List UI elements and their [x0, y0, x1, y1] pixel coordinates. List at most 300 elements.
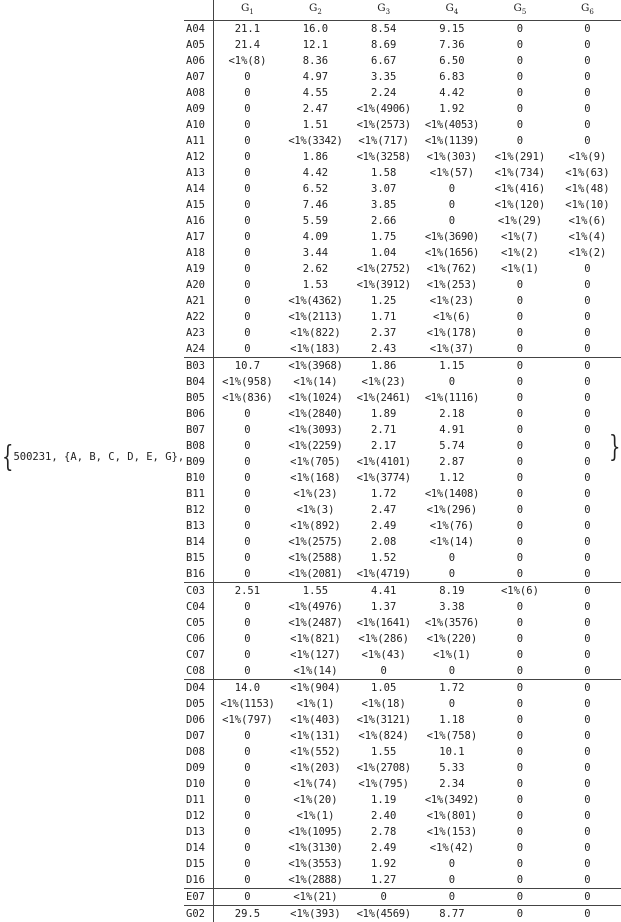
- table-cell: <1%(3968): [281, 358, 349, 375]
- table-cell: 0: [516, 714, 524, 727]
- table-cell: <1%(822): [290, 327, 341, 340]
- table-cell: 0: [516, 311, 524, 324]
- table-cell: <1%(296): [426, 504, 478, 517]
- table-cell: 0: [244, 858, 251, 871]
- table-cell: <1%(6): [568, 215, 607, 228]
- table-cell: <1%(904): [281, 680, 349, 697]
- table-cell: <1%(6): [486, 583, 554, 600]
- table-cell: 0: [244, 778, 251, 791]
- table-cell: 0: [244, 601, 251, 614]
- table-cell: <1%(74): [293, 778, 338, 791]
- table-cell: 0: [554, 583, 621, 600]
- row-label: B11: [184, 486, 213, 502]
- table-cell: 2.49: [371, 842, 397, 855]
- table-row: [184, 712, 621, 728]
- table-cell: 1.53: [302, 279, 329, 292]
- table-row: [184, 518, 621, 534]
- table-cell: <1%(2840): [288, 408, 343, 421]
- table-cell: 0: [244, 440, 251, 453]
- table-cell: 0: [516, 472, 524, 485]
- table-cell: <1%(4053): [424, 119, 480, 132]
- table-cell: 2.17: [371, 440, 397, 453]
- row-label: D08: [184, 744, 213, 760]
- table-cell: 0: [516, 456, 524, 469]
- table-cell: <1%(3342): [288, 135, 343, 148]
- table-cell: <1%(4101): [356, 456, 411, 469]
- row-label: C03: [184, 583, 213, 600]
- grid-body: [184, 21, 621, 922]
- table-cell: 3.44: [302, 247, 329, 260]
- table-cell: 4.42: [302, 167, 329, 180]
- table-cell: 0: [516, 119, 524, 132]
- row-label: C04: [184, 599, 213, 615]
- table-cell: 5.74: [439, 440, 465, 453]
- table-cell: 3.07: [371, 183, 397, 196]
- table-cell: <1%(7): [500, 231, 539, 244]
- table-cell: 0: [244, 327, 251, 340]
- table-cell: 0: [554, 358, 621, 375]
- table-cell: 6.52: [302, 183, 329, 196]
- table-row: [184, 470, 621, 486]
- table-cell: <1%(220): [426, 633, 478, 646]
- row-label: C06: [184, 631, 213, 647]
- table-cell: 0: [584, 649, 591, 662]
- table-cell: 0: [554, 906, 621, 922]
- table-cell: 2.34: [439, 778, 465, 791]
- table-cell: 3.35: [371, 71, 397, 84]
- header-corner: [184, 0, 213, 21]
- table-cell: 2.08: [371, 536, 397, 549]
- table-cell: 0: [584, 311, 591, 324]
- row-label: A22: [184, 309, 213, 325]
- table-row: [184, 776, 621, 792]
- table-cell: 0: [516, 746, 524, 759]
- table-row: [184, 872, 621, 889]
- table-cell: <1%(2752): [356, 263, 411, 276]
- table-cell: <1%(3258): [356, 151, 411, 164]
- table-cell: 0: [584, 842, 591, 855]
- table-cell: 0: [516, 568, 524, 581]
- table-cell: 1.27: [371, 874, 397, 887]
- table-row: [184, 696, 621, 712]
- open-brace: {: [2, 440, 14, 475]
- table-cell: 2.87: [439, 456, 465, 469]
- table-cell: 1.05: [350, 680, 418, 697]
- table-cell: 0: [584, 23, 591, 36]
- table-cell: 0: [244, 183, 251, 196]
- table-cell: 0: [584, 826, 591, 839]
- row-label: D05: [184, 696, 213, 712]
- table-cell: 21.4: [234, 39, 261, 52]
- table-row: [184, 197, 621, 213]
- table-cell: 0: [244, 279, 251, 292]
- table-cell: 0: [244, 215, 251, 228]
- table-cell: <1%(552): [290, 746, 341, 759]
- table-cell: 0: [350, 889, 418, 906]
- table-cell: 2.78: [371, 826, 397, 839]
- table-cell: 5.33: [439, 762, 465, 775]
- row-label: B04: [184, 374, 213, 390]
- table-cell: 0: [516, 762, 524, 775]
- table-cell: 10.7: [213, 358, 281, 375]
- table-cell: <1%(3121): [356, 714, 411, 727]
- table-cell: 0: [584, 617, 591, 630]
- row-label: E07: [184, 889, 213, 906]
- table-cell: 0: [213, 889, 281, 906]
- row-label: A18: [184, 245, 213, 261]
- table-cell: 1.72: [371, 488, 397, 501]
- table-row: [184, 840, 621, 856]
- table-row: [184, 181, 621, 197]
- row-label: A12: [184, 149, 213, 165]
- table-cell: 2.51: [213, 583, 281, 600]
- table-cell: 0: [516, 730, 524, 743]
- table-cell: 4.91: [439, 424, 465, 437]
- table-cell: <1%(18): [361, 698, 406, 711]
- row-label: C05: [184, 615, 213, 631]
- table-cell: 0: [584, 730, 591, 743]
- table-cell: 0: [486, 680, 554, 697]
- table-row: [184, 422, 621, 438]
- table-cell: <1%(3): [296, 504, 335, 517]
- table-cell: <1%(801): [426, 810, 478, 823]
- table-cell: 0: [486, 906, 554, 922]
- table-cell: 0: [516, 343, 524, 356]
- table-cell: 0: [516, 794, 524, 807]
- row-label: G02: [184, 906, 213, 922]
- table-cell: 0: [516, 858, 524, 871]
- row-label: D10: [184, 776, 213, 792]
- table-cell: 0: [584, 874, 591, 887]
- table-cell: 0: [516, 698, 524, 711]
- table-cell: 0: [244, 311, 251, 324]
- row-label: B07: [184, 422, 213, 438]
- table-cell: <1%(131): [290, 730, 341, 743]
- row-label: D09: [184, 760, 213, 776]
- table-cell: 0: [244, 520, 251, 533]
- table-cell: <1%(4): [568, 231, 607, 244]
- table-cell: 0: [516, 810, 524, 823]
- table-cell: <1%(1656): [424, 247, 480, 260]
- table-cell: <1%(127): [290, 649, 341, 662]
- table-cell: <1%(303): [426, 151, 478, 164]
- table-row: [184, 824, 621, 840]
- row-label: D14: [184, 840, 213, 856]
- table-cell: <1%(2): [568, 247, 607, 260]
- table-cell: 0: [584, 665, 591, 678]
- table-cell: 0: [244, 408, 251, 421]
- table-cell: 0: [516, 488, 524, 501]
- table-cell: <1%(76): [429, 520, 475, 533]
- table-cell: 8.77: [418, 906, 486, 922]
- table-cell: <1%(762): [426, 263, 478, 276]
- row-label: B03: [184, 358, 213, 375]
- table-cell: 0: [418, 889, 486, 906]
- table-row: [184, 792, 621, 808]
- table-cell: 1.58: [371, 167, 397, 180]
- row-label: B05: [184, 390, 213, 406]
- table-cell: 0: [584, 263, 591, 276]
- table-cell: 0: [486, 889, 554, 906]
- table-cell: 0: [584, 778, 591, 791]
- table-cell: 0: [244, 199, 251, 212]
- table-cell: 0: [244, 247, 251, 260]
- table-cell: 0: [244, 810, 251, 823]
- table-cell: 0: [244, 472, 251, 485]
- table-cell: 0: [244, 826, 251, 839]
- table-cell: 0: [584, 103, 591, 116]
- table-row: [184, 261, 621, 277]
- table-cell: 2.40: [371, 810, 397, 823]
- table-cell: 0: [244, 568, 251, 581]
- table-row: [184, 21, 621, 38]
- table-cell: 0: [448, 858, 456, 871]
- table-cell: <1%(253): [426, 279, 478, 292]
- table-cell: 0: [244, 71, 251, 84]
- table-cell: 0: [244, 488, 251, 501]
- table-cell: 1.89: [371, 408, 397, 421]
- table-cell: 0: [584, 536, 591, 549]
- table-row: [184, 760, 621, 776]
- row-label: B08: [184, 438, 213, 454]
- column-header: $G_1$: [213, 0, 281, 21]
- table-cell: 0: [516, 440, 524, 453]
- table-cell: 0: [516, 601, 524, 614]
- table-cell: <1%(836): [222, 392, 273, 405]
- table-cell: 0: [584, 376, 591, 389]
- table-cell: 16.0: [302, 23, 329, 36]
- table-cell: <1%(8): [228, 55, 267, 68]
- table-cell: 5.59: [302, 215, 329, 228]
- row-label: A06: [184, 53, 213, 69]
- table-cell: 4.41: [350, 583, 418, 600]
- table-cell: 0: [448, 874, 456, 887]
- table-cell: 1.86: [302, 151, 329, 164]
- table-cell: 0: [448, 215, 456, 228]
- table-cell: <1%(734): [494, 167, 546, 180]
- table-cell: 0: [584, 601, 591, 614]
- table-row: [184, 502, 621, 518]
- table-cell: <1%(758): [426, 730, 478, 743]
- table-cell: 0: [448, 665, 456, 678]
- table-cell: <1%(4569): [350, 906, 418, 922]
- row-label: A10: [184, 117, 213, 133]
- table-cell: 0: [584, 456, 591, 469]
- table-cell: <1%(705): [290, 456, 341, 469]
- table-cell: 21.1: [234, 23, 261, 36]
- row-label: D13: [184, 824, 213, 840]
- table-row: [184, 647, 621, 663]
- table-cell: 0: [244, 633, 251, 646]
- table-cell: <1%(3912): [356, 279, 411, 292]
- table-cell: 0: [516, 408, 524, 421]
- table-cell: <1%(10): [565, 199, 610, 212]
- row-label: D07: [184, 728, 213, 744]
- table-cell: 1.25: [371, 295, 397, 308]
- table-cell: 2.62: [302, 263, 329, 276]
- row-label: A11: [184, 133, 213, 149]
- table-cell: 0: [448, 376, 456, 389]
- table-cell: 0: [516, 71, 524, 84]
- table-cell: 1.55: [281, 583, 349, 600]
- table-cell: 2.71: [371, 424, 397, 437]
- table-cell: 0: [516, 39, 524, 52]
- table-cell: <1%(37): [429, 343, 475, 356]
- table-cell: 1.04: [371, 247, 397, 260]
- column-header: $G_4$: [418, 0, 486, 21]
- table-row: [184, 85, 621, 101]
- row-label: B09: [184, 454, 213, 470]
- table-cell: 0: [584, 327, 591, 340]
- table-cell: 1.19: [371, 794, 397, 807]
- table-row: [184, 438, 621, 454]
- table-row: [184, 599, 621, 615]
- table-cell: 0: [516, 55, 524, 68]
- table-cell: 0: [584, 633, 591, 646]
- table-cell: <1%(9): [568, 151, 607, 164]
- table-row: [184, 69, 621, 85]
- table-cell: 0: [584, 810, 591, 823]
- table-row: [184, 534, 621, 550]
- table-row: [184, 856, 621, 872]
- table-cell: 0: [244, 762, 251, 775]
- table-cell: <1%(23): [293, 488, 338, 501]
- table-row: [184, 165, 621, 181]
- row-label: A14: [184, 181, 213, 197]
- table-cell: 0: [584, 392, 591, 405]
- table-cell: 0: [244, 649, 251, 662]
- table-cell: 0: [584, 794, 591, 807]
- table-cell: 0: [244, 167, 251, 180]
- table-cell: 1.75: [371, 231, 397, 244]
- row-label: A24: [184, 341, 213, 358]
- table-cell: <1%(20): [293, 794, 338, 807]
- table-row: [184, 277, 621, 293]
- column-header: $G_3$: [350, 0, 418, 21]
- table-cell: 9.15: [439, 23, 465, 36]
- table-row: [184, 213, 621, 229]
- table-cell: <1%(21): [281, 889, 349, 906]
- row-label: B10: [184, 470, 213, 486]
- table-row: [184, 583, 621, 600]
- row-label: A16: [184, 213, 213, 229]
- table-cell: 0: [244, 842, 251, 855]
- table-cell: 0: [584, 39, 591, 52]
- table-row: [184, 390, 621, 406]
- row-label: C08: [184, 663, 213, 680]
- table-cell: 4.55: [302, 87, 329, 100]
- table-row: [184, 37, 621, 53]
- table-cell: <1%(4719): [356, 568, 411, 581]
- table-cell: 1.37: [371, 601, 397, 614]
- table-row: [184, 358, 621, 375]
- table-cell: 1.72: [418, 680, 486, 697]
- row-label: A13: [184, 165, 213, 181]
- table-cell: 3.38: [439, 601, 465, 614]
- category-set: {A, B, C, D, E, G},: [64, 451, 185, 463]
- table-cell: 0: [584, 279, 591, 292]
- table-cell: <1%(717): [358, 135, 409, 148]
- column-header: $G_2$: [281, 0, 349, 21]
- row-label: B14: [184, 534, 213, 550]
- table-cell: 0: [516, 23, 524, 36]
- table-cell: 1.18: [439, 714, 465, 727]
- table-cell: 6.50: [439, 55, 465, 68]
- table-cell: 0: [516, 376, 524, 389]
- close-brace: }: [609, 430, 621, 465]
- table-cell: 2.47: [371, 504, 397, 517]
- table-cell: 6.67: [371, 55, 397, 68]
- table-cell: <1%(4362): [288, 295, 343, 308]
- row-label: C07: [184, 647, 213, 663]
- table-cell: 0: [516, 392, 524, 405]
- table-row: [184, 325, 621, 341]
- table-cell: 3.85: [371, 199, 397, 212]
- row-label: A09: [184, 101, 213, 117]
- table-cell: <1%(63): [565, 167, 610, 180]
- table-row: [184, 309, 621, 325]
- table-cell: <1%(1095): [288, 826, 343, 839]
- row-label: A04: [184, 21, 213, 38]
- table-cell: <1%(393): [281, 906, 349, 922]
- table-cell: 0: [584, 568, 591, 581]
- table-cell: 0: [516, 520, 524, 533]
- row-label: A15: [184, 197, 213, 213]
- table-cell: 1.92: [371, 858, 397, 871]
- table-cell: <1%(14): [293, 665, 338, 678]
- table-cell: <1%(2575): [288, 536, 343, 549]
- table-row: [184, 293, 621, 309]
- table-row: [184, 728, 621, 744]
- table-cell: 0: [244, 231, 251, 244]
- row-label: A05: [184, 37, 213, 53]
- table-cell: <1%(2888): [288, 874, 343, 887]
- row-label: A08: [184, 85, 213, 101]
- table-cell: <1%(958): [222, 376, 273, 389]
- table-row: [184, 454, 621, 470]
- table-row: [184, 680, 621, 697]
- row-label: D11: [184, 792, 213, 808]
- table-row: [184, 374, 621, 390]
- table-cell: <1%(291): [494, 151, 546, 164]
- table-cell: 2.49: [371, 520, 397, 533]
- table-cell: 2.66: [371, 215, 397, 228]
- table-cell: 0: [244, 295, 251, 308]
- table-cell: 1.71: [371, 311, 397, 324]
- table-row: [184, 133, 621, 149]
- table-cell: <1%(4906): [356, 103, 411, 116]
- table-cell: 1.52: [371, 552, 397, 565]
- table-cell: 7.46: [302, 199, 329, 212]
- row-label: A20: [184, 277, 213, 293]
- table-cell: 10.1: [439, 746, 465, 759]
- table-row: [184, 566, 621, 583]
- table-cell: 1.55: [371, 746, 397, 759]
- table-cell: 0: [516, 279, 524, 292]
- results-grid: [184, 0, 621, 922]
- table-cell: 0: [584, 87, 591, 100]
- table-cell: <1%(29): [497, 215, 543, 228]
- table-cell: <1%(23): [361, 376, 406, 389]
- table-cell: 1.92: [439, 103, 465, 116]
- table-cell: 0: [516, 778, 524, 791]
- table-cell: <1%(183): [290, 343, 341, 356]
- table-cell: 0: [244, 730, 251, 743]
- table-cell: <1%(1153): [220, 698, 275, 711]
- table-cell: 0: [584, 488, 591, 501]
- table-cell: 0: [584, 71, 591, 84]
- table-cell: 0: [516, 135, 524, 148]
